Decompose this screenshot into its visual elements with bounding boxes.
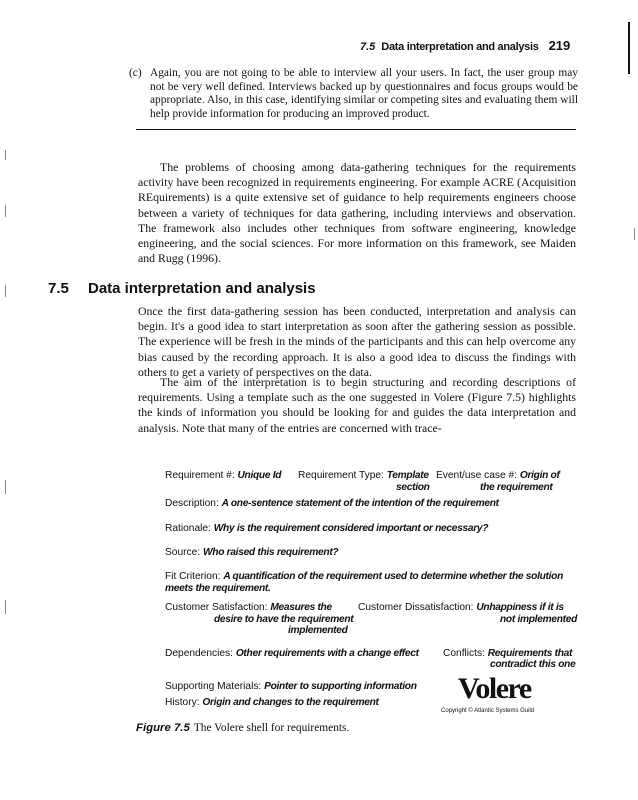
conflicts-field [443,648,572,659]
customer-dissatisfaction-label: Customer Dissatisfaction: [358,602,474,613]
dependencies-field [165,648,419,659]
volere-copyright: Copyright © Atlantic Systems Guild [441,708,535,714]
figure-label: Figure 7.5 [136,722,190,734]
history-field [165,697,379,708]
description-value: A one-sentence statement of the intention of the requirement [221,498,499,509]
conflicts-label: Conflicts: [443,648,485,659]
requirement-number-value: Unique Id [237,470,282,481]
note-text: Again, you are not going to be able to interview all your users. In fact, the user group may not be very well defined. Interviews backed up by questionnaires and focus groups would be appropriate. Also, in this case, identifying similar or competing sites and evaluating them will help provide information for producing an improved product. [150,67,578,120]
margin-scan-mark [5,480,6,494]
supporting-materials-label: Supporting Materials: [165,681,262,692]
body-paragraph-acre: The problems of choosing among data-gathering techniques for the requirements activity have been recognized in requirements engineering. For example ACRE (Acquisition REquirements) is a quite extensive set of guidance to help requirements engineers choose between a variety of techniques for data gathering, including interviews and observation. The framework also includes other techniques from software engineering, knowledge engineering, and the social sciences. For more information on this framework, see Maiden and Rugg (1996). [138,160,576,266]
fit-criterion-value-2: meets the requirement. [165,583,271,594]
rationale-value: Why is the requirement considered important or necessary? [213,523,489,534]
source-value: Who raised this requirement? [202,547,339,558]
margin-scan-mark [5,150,6,160]
conflicts-value-2: contradict this one [490,659,576,670]
event-use-case-field [436,470,560,481]
note-divider [136,129,576,130]
fit-criterion-value-1: A quantification of the requirement used to determine whether the solution [223,571,563,582]
source-field [165,547,338,558]
customer-satisfaction-value-3: implemented [288,625,348,636]
margin-scan-mark [5,285,6,297]
section-paragraph-2: The aim of the interpretation is to begin structuring and recording descriptions of requirements. Using a template such as the one suggested in Volere (Figure 7.5) highlights the kinds of information you should be looking for and guides the data interpretation and analysis. Note that many of the entries are concerned with trace- [138,375,576,435]
requirement-type-field [298,470,429,481]
header-running-title: Data interpretation and analysis [381,41,539,53]
rationale-label: Rationale: [165,523,211,534]
header-page-number: 219 [548,38,571,53]
rationale-field [165,523,488,534]
source-label: Source: [165,547,201,558]
customer-satisfaction-value-2: desire to have the requirement [214,614,354,625]
history-label: History: [165,697,200,708]
section-number: 7.5 [48,280,69,297]
customer-satisfaction-value-1: Measures the [270,602,332,613]
history-value: Origin and changes to the requirement [202,697,379,708]
requirement-number-label: Requirement #: [165,470,235,481]
volere-logo: Volere [458,672,531,705]
exercise-note [129,67,578,121]
description-label: Description: [165,498,219,509]
event-use-case-value-1: Origin of [519,470,560,481]
requirement-number-field [165,470,281,481]
requirement-type-value-2: section [396,482,430,493]
event-use-case-label: Event/use case #: [436,470,517,481]
section-title: Data interpretation and analysis [88,280,316,297]
customer-satisfaction-field [165,602,332,613]
margin-scan-mark [634,228,635,240]
section-paragraph-1: Once the first data-gathering session has been conducted, interpretation and analysis can begin. It's a good idea to start interpretation as soon after the gathering session as possible. The experience will be fresh in the minds of the participants and this can help overcome any bias caused by the recording approach. It is also a good idea to discuss the findings with others to get a variety of perspectives on the data. [138,304,576,379]
margin-scan-mark [5,205,6,217]
page-edge-bar [628,22,630,74]
requirement-type-label: Requirement Type: [298,470,384,481]
dependencies-label: Dependencies: [165,648,233,659]
fit-criterion-field [165,571,563,582]
conflicts-value-1: Requirements that [487,648,573,659]
description-field [165,498,499,509]
customer-dissatisfaction-field [358,602,564,613]
customer-satisfaction-label: Customer Satisfaction: [165,602,268,613]
running-header [360,38,570,53]
dependencies-value: Other requirements with a change effect [235,648,419,659]
figure-caption [136,722,349,734]
note-marker: (c) [129,67,142,79]
header-section-number: 7.5 [360,41,376,53]
figure-caption-text: The Volere shell for requirements. [193,722,350,734]
fit-criterion-label: Fit Criterion: [165,571,221,582]
customer-dissatisfaction-value-2: not implemented [500,614,578,625]
requirement-type-value-1: Template [386,470,429,481]
customer-dissatisfaction-value-1: Unhappiness if it is [476,602,564,613]
supporting-materials-value: Pointer to supporting information [264,681,417,692]
event-use-case-value-2: the requirement [480,482,553,493]
margin-scan-mark [5,600,6,614]
supporting-materials-field [165,681,417,692]
